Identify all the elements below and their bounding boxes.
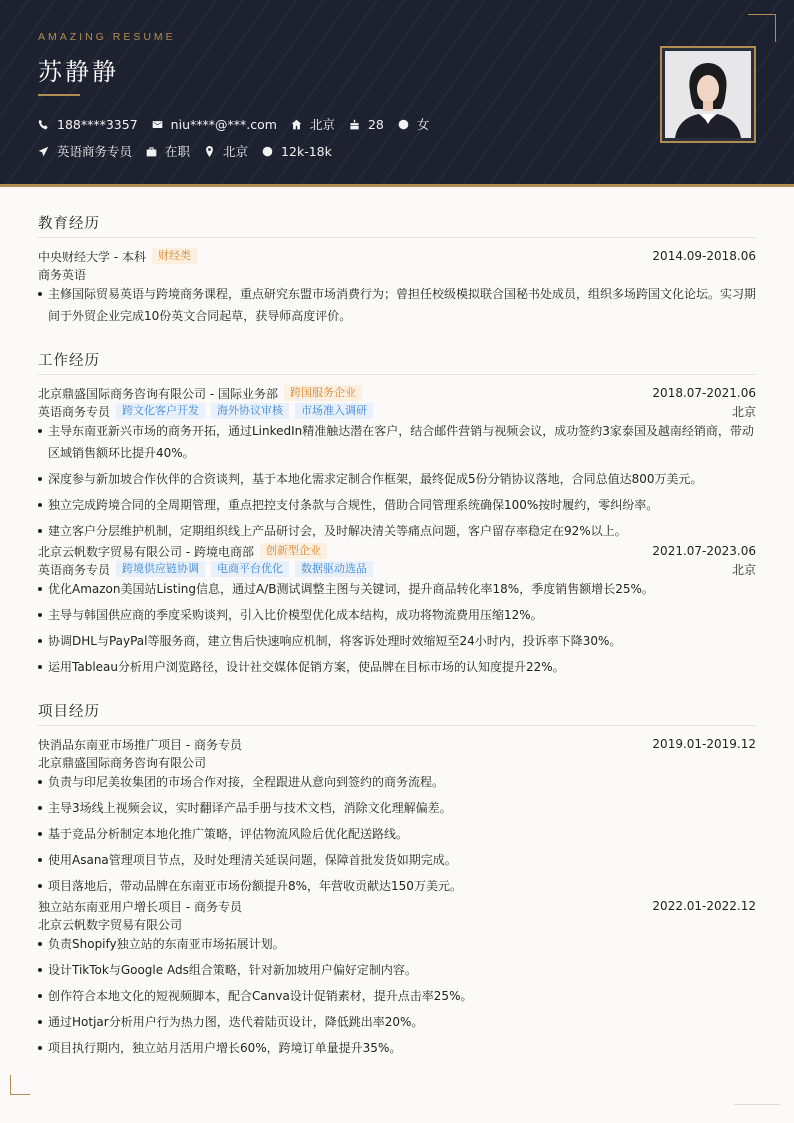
job-entry <box>38 384 756 542</box>
send-icon <box>38 146 49 157</box>
mail-icon <box>152 119 163 130</box>
education-section <box>38 212 756 327</box>
project-org-row <box>38 915 756 933</box>
role-name: 英语商务专员 <box>38 562 111 577</box>
list-item: 主导东南亚新兴市场的商务开拓，通过LinkedIn精准触达潜在客户，结合邮件营销与视频会议，成功签约3家泰国及越南经销商，带动区域销售额环比提升40%。 <box>38 420 756 464</box>
list-item: 主导3场线上视频会议，实时翻译产品手册与技术文档，消除文化理解偏差。 <box>38 797 756 819</box>
list-item: 深度参与新加坡合作伙伴的合资谈判，基于本地化需求定制合作框架，最终促成5份分销协议落地，合同总值达800万美元。 <box>38 468 756 490</box>
company-name: 北京云帆数字贸易有限公司 - 跨境电商部 <box>38 544 254 559</box>
project-entry <box>38 897 756 1059</box>
portrait-illustration <box>665 51 751 138</box>
corner-ornament <box>748 14 776 42</box>
salary-icon <box>262 146 273 157</box>
education-date: 2014.09-2018.06 <box>652 249 756 263</box>
section-title: 教育经历 <box>38 212 756 238</box>
age-text: 28 <box>367 116 384 132</box>
age-item <box>349 117 384 132</box>
project-entry <box>38 735 756 897</box>
project-org: 北京云帆数字贸易有限公司 <box>38 917 183 932</box>
school-tag: 财经类 <box>152 248 197 264</box>
section-title: 工作经历 <box>38 349 756 375</box>
candidate-name: 苏静静 <box>38 58 119 86</box>
home-city-text: 北京 <box>309 117 335 132</box>
tagline: AMAZING RESUME <box>38 31 176 43</box>
status-icon <box>146 146 157 157</box>
major-row <box>38 265 756 283</box>
location-text: 北京 <box>223 144 249 159</box>
project-bullets <box>38 933 756 1059</box>
header-divider <box>0 184 794 187</box>
list-item: 设计TikTok与Google Ads组合策略，针对新加坡用户偏好定制内容。 <box>38 959 756 981</box>
project-date: 2019.01-2019.12 <box>652 737 756 751</box>
position-text: 英语商务专员 <box>57 144 133 159</box>
education-header-row <box>38 247 756 265</box>
gender-icon <box>398 119 409 130</box>
project-date: 2022.01-2022.12 <box>652 899 756 913</box>
school-name: 中央财经大学 - 本科 <box>38 249 146 264</box>
list-item: 建立客户分层维护机制，定期组织线上产品研讨会，及时解决清关等痛点问题，客户留存率稳定在92%以上。 <box>38 520 756 542</box>
job-intent-row <box>38 142 346 160</box>
job-date: 2021.07-2023.06 <box>652 544 756 558</box>
corner-ornament <box>10 1075 30 1095</box>
company-tag: 创新型企业 <box>260 543 327 559</box>
company-tag: 跨国服务企业 <box>284 385 362 401</box>
job-city: 北京 <box>731 562 756 577</box>
role-row <box>38 560 756 578</box>
salary-text: 12k-18k <box>281 143 332 159</box>
list-item: 主导与韩国供应商的季度采购谈判，引入比价模型优化成本结构，成功将物流费用压缩12%。 <box>38 604 756 626</box>
cake-icon <box>349 119 360 130</box>
section-title: 项目经历 <box>38 700 756 726</box>
list-item: 创作符合本地文化的短视频脚本，配合Canva设计促销素材，提升点击率25%。 <box>38 985 756 1007</box>
list-item: 通过Hotjar分析用户行为热力图，迭代着陆页设计，降低跳出率20%。 <box>38 1011 756 1033</box>
project-name: 独立站东南亚用户增长项目 - 商务专员 <box>38 899 242 914</box>
status-item <box>146 142 190 160</box>
list-item: 优化Amazon美国站Listing信息，通过A/B测试调整主图与关键词，提升商品转化率18%，季度销售额增长25%。 <box>38 578 756 600</box>
project-org-row <box>38 753 756 771</box>
phone-text: 188****3357 <box>57 116 138 132</box>
contact-row <box>38 115 443 133</box>
list-item: 负责与印尼美妆集团的市场合作对接，全程跟进从意向到签约的商务流程。 <box>38 771 756 793</box>
location-icon <box>204 146 215 157</box>
education-bullets <box>38 283 756 327</box>
profile-photo <box>665 51 751 138</box>
home-icon <box>291 119 302 130</box>
list-item: 主修国际贸易英语与跨境商务课程，重点研究东盟市场消费行为；曾担任校级模拟联合国秘书处成员，组织多场跨国文化论坛。实习期间于外贸企业完成10份英文合同起草，获导师高度评价。 <box>38 283 756 327</box>
job-date: 2018.07-2021.06 <box>652 386 756 400</box>
work-section <box>38 349 756 678</box>
company-name: 北京鼎盛国际商务咨询有限公司 - 国际业务部 <box>38 386 278 401</box>
role-tag: 市场准入调研 <box>295 403 373 419</box>
role-tag: 跨境供应链协调 <box>116 561 205 577</box>
phone-icon <box>38 119 49 130</box>
status-text: 在职 <box>165 144 191 159</box>
list-item: 独立完成跨境合同的全周期管理，重点把控支付条款与合规性，借助合同管理系统确保100%按时履约，零纠纷率。 <box>38 494 756 516</box>
major-name: 商务英语 <box>38 267 87 282</box>
role-name: 英语商务专员 <box>38 404 111 419</box>
list-item: 项目落地后，带动品牌在东南亚市场份额提升8%，年营收贡献达150万美元。 <box>38 875 756 897</box>
gender-item <box>398 115 430 133</box>
list-item: 项目执行期内，独立站月活用户增长60%，跨境订单量提升35%。 <box>38 1037 756 1059</box>
project-header-row <box>38 735 756 753</box>
email-item <box>152 117 277 132</box>
job-city: 北京 <box>731 404 756 419</box>
name-underline <box>38 94 80 96</box>
list-item: 运用Tableau分析用户浏览路径，设计社交媒体促销方案，使品牌在目标市场的认知度提升22%。 <box>38 656 756 678</box>
list-item: 负责Shopify独立站的东南亚市场拓展计划。 <box>38 933 756 955</box>
role-tag: 数据驱动选品 <box>295 561 373 577</box>
role-row <box>38 402 756 420</box>
job-header-row <box>38 384 756 402</box>
list-item: 协调DHL与PayPal等服务商，建立售后快速响应机制，将客诉处理时效缩短至24小时内，投诉率下降30%。 <box>38 630 756 652</box>
project-bullets <box>38 771 756 897</box>
salary-item <box>262 144 332 159</box>
role-tag: 跨文化客户开发 <box>116 403 205 419</box>
job-bullets <box>38 420 756 542</box>
phone-item <box>38 117 138 132</box>
project-section <box>38 700 756 1059</box>
project-org: 北京鼎盛国际商务咨询有限公司 <box>38 755 207 770</box>
role-tag: 海外协议审核 <box>211 403 289 419</box>
position-item <box>38 142 132 160</box>
profile-photo-frame <box>660 46 756 143</box>
project-header-row <box>38 897 756 915</box>
location-item <box>204 142 248 160</box>
home-item <box>291 115 335 133</box>
gender-text: 女 <box>416 117 430 132</box>
job-bullets <box>38 578 756 678</box>
project-name: 快消品东南亚市场推广项目 - 商务专员 <box>38 737 242 752</box>
list-item: 基于竞品分析制定本地化推广策略，评估物流风险后优化配送路线。 <box>38 823 756 845</box>
resume-header <box>0 0 794 184</box>
email-text: niu****@***.com <box>170 116 277 132</box>
job-header-row <box>38 542 756 560</box>
role-tag: 电商平台优化 <box>211 561 289 577</box>
footer-line <box>734 1104 780 1105</box>
job-entry <box>38 542 756 678</box>
resume-content <box>38 212 756 1081</box>
list-item: 使用Asana管理项目节点，及时处理清关延误问题，保障首批发货如期完成。 <box>38 849 756 871</box>
